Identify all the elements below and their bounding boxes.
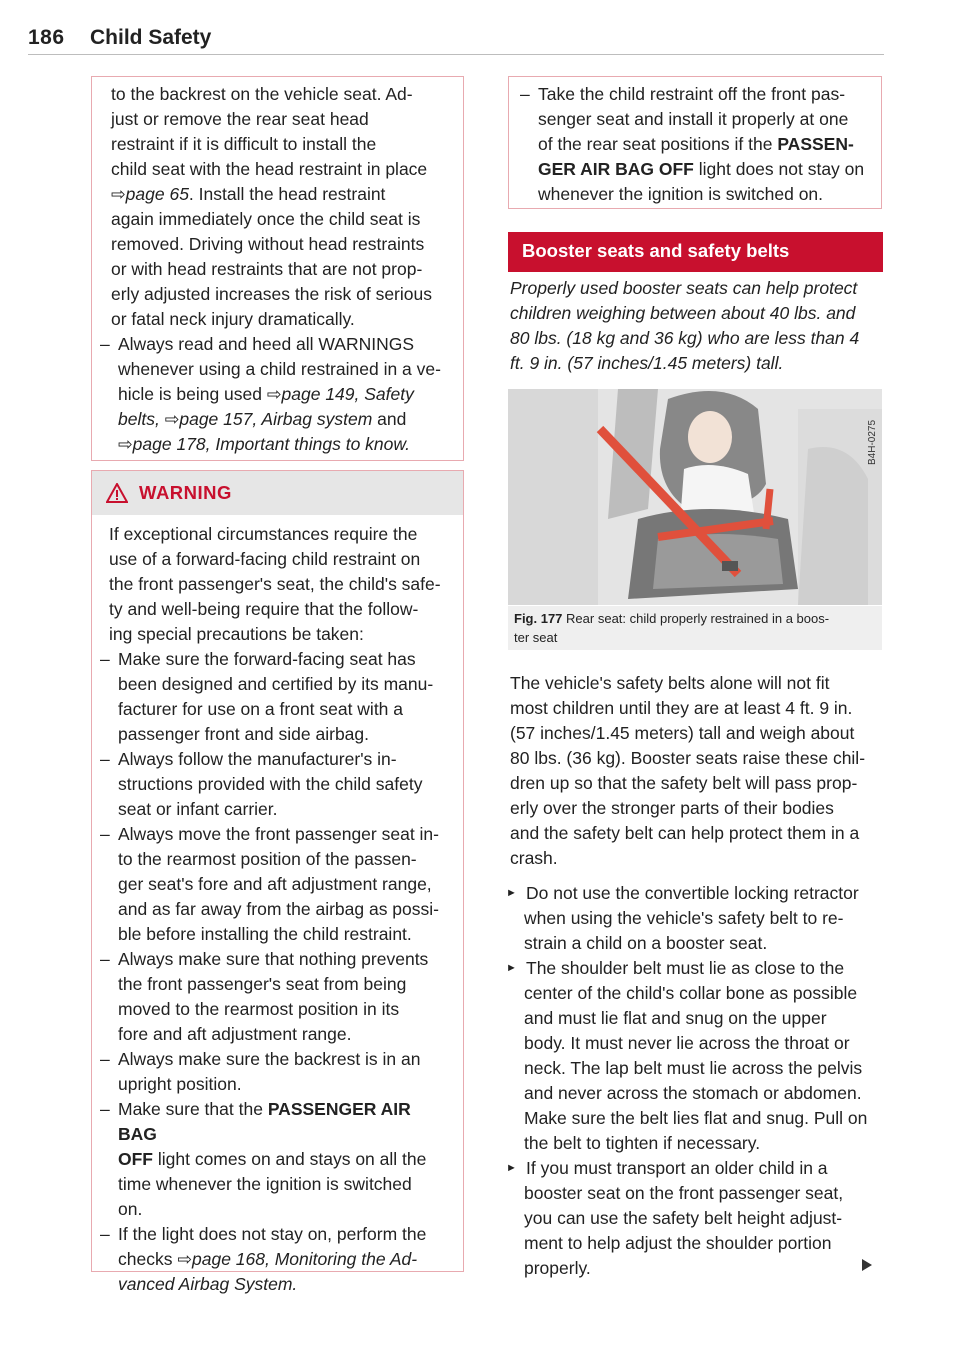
text-line: to the backrest on the vehicle seat. Ad- bbox=[111, 84, 413, 104]
text-line: Make sure the belt lies flat and snug. Pull on bbox=[524, 1108, 868, 1128]
text-line: the front passenger's seat from being bbox=[118, 974, 407, 994]
text-line: – Make sure the forward-facing seat has bbox=[92, 647, 449, 672]
warning-bullet bbox=[109, 1097, 449, 1222]
page-reference-link[interactable]: belts, ⇨page 157, Airbag system bbox=[118, 409, 373, 429]
instruction-step bbox=[500, 956, 895, 1156]
text-line: and never across the stomach or abdomen. bbox=[524, 1083, 862, 1103]
text-line: of the rear seat positions if the PASSEN- bbox=[538, 134, 854, 154]
text-line: ft. 9 in. (57 inches/1.45 meters) tall. bbox=[510, 353, 784, 373]
text-line: upright position. bbox=[118, 1074, 242, 1094]
text-line: ► The shoulder belt must lie as close to the bbox=[500, 956, 895, 981]
warning-bullet bbox=[109, 822, 449, 947]
text-line: ► If you must transport an older child in a bbox=[500, 1156, 895, 1181]
text-line: ► Do not use the convertible locking retractor bbox=[500, 881, 895, 906]
text-line: – Always make sure that nothing prevents bbox=[92, 947, 449, 972]
warning-body bbox=[92, 515, 463, 1297]
text-line: ment to help adjust the shoulder portion bbox=[524, 1233, 832, 1253]
text-line: fore and aft adjustment range. bbox=[118, 1024, 352, 1044]
text-line: ing special precautions be taken: bbox=[109, 624, 364, 644]
warning-bullet bbox=[109, 1222, 449, 1297]
text-line: Properly used booster seats can help protect bbox=[510, 278, 858, 298]
text-line: or fatal neck injury dramatically. bbox=[111, 309, 355, 329]
text-line: senger seat and install it properly at one bbox=[538, 109, 849, 129]
text-line: you can use the safety belt height adjust- bbox=[524, 1208, 843, 1228]
body-text bbox=[510, 671, 895, 871]
page-reference-link[interactable]: ⇨page 178, Important things to know. bbox=[118, 434, 410, 454]
figure-caption bbox=[508, 606, 882, 650]
text-line: on. bbox=[118, 1199, 143, 1219]
text-line: – Always make sure the backrest is in an bbox=[92, 1047, 449, 1072]
text-line: properly. bbox=[524, 1258, 591, 1278]
text-line: ble before installing the child restraint. bbox=[118, 924, 412, 944]
page-reference-link[interactable]: ⇨page 65 bbox=[111, 184, 189, 204]
text-line: again immediately once the child seat is bbox=[111, 209, 421, 229]
text-line: child seat with the head restraint in place bbox=[111, 159, 428, 179]
figure-caption-text: ter seat bbox=[514, 630, 558, 645]
text-line: neck. The lap belt must lie across the pelvis bbox=[524, 1058, 863, 1078]
text-line: strain a child on a booster seat. bbox=[524, 933, 768, 953]
warning-title: WARNING bbox=[139, 482, 232, 503]
figure-caption-text: Rear seat: child properly restrained in a boos- bbox=[566, 611, 830, 626]
text-line: whenever the ignition is switched on. bbox=[538, 184, 824, 204]
text-line: ty and well-being require that the follow- bbox=[109, 599, 419, 619]
text-line: facturer for use on a front seat with a bbox=[118, 699, 404, 719]
text-line: The vehicle's safety belts alone will not fit bbox=[510, 673, 830, 693]
text-line: – Always follow the manufacturer's in- bbox=[92, 747, 449, 772]
instruction-step bbox=[500, 881, 895, 956]
text-line: – Always read and heed all WARNINGS bbox=[92, 332, 449, 357]
instruction-step bbox=[500, 1156, 895, 1281]
text-line: and must lie flat and snug on the upper bbox=[524, 1008, 827, 1028]
text-line: to the rearmost position of the passen- bbox=[118, 849, 417, 869]
text-line: and as far away from the airbag as possi- bbox=[118, 899, 439, 919]
text-line: time whenever the ignition is switched bbox=[118, 1174, 412, 1194]
text-line: moved to the rearmost position in its bbox=[118, 999, 400, 1019]
warning-bullet bbox=[109, 1047, 449, 1097]
text-line: whenever using a child restrained in a ve- bbox=[118, 359, 441, 379]
text-line: seat or infant carrier. bbox=[118, 799, 278, 819]
page-number: 186 bbox=[28, 26, 65, 49]
figure-code: B4H-0275 bbox=[867, 419, 878, 465]
warning-bullet bbox=[109, 947, 449, 1047]
text-line: passenger front and side airbag. bbox=[118, 724, 369, 744]
warning-header bbox=[92, 471, 463, 515]
text-line: – Make sure that the PASSENGER AIR BAG bbox=[92, 1097, 449, 1147]
bullet-item bbox=[92, 332, 449, 457]
section-heading: Booster seats and safety belts bbox=[508, 232, 883, 272]
text-line: dren up so that the safety belt will pass prop- bbox=[510, 773, 858, 793]
instruction-list bbox=[500, 881, 895, 1281]
text-line: structions provided with the child safety bbox=[118, 774, 423, 794]
text-line: (57 inches/1.45 meters) tall and weigh about bbox=[510, 723, 855, 743]
text-line: 80 lbs. (18 kg and 36 kg) who are less than 4 bbox=[510, 328, 860, 348]
text-line: OFF light comes on and stays on all the bbox=[118, 1149, 427, 1169]
text-line: ger seat's fore and aft adjustment range, bbox=[118, 874, 432, 894]
page-reference-link[interactable]: ⇨page 149, Safety bbox=[266, 384, 414, 404]
page-reference-link[interactable]: ⇨page 168, Monitoring the Ad- bbox=[177, 1249, 418, 1269]
text-line: just or remove the rear seat head bbox=[111, 109, 369, 129]
text-line: erly adjusted increases the risk of serious bbox=[111, 284, 432, 304]
text-line: erly over the stronger parts of their bodies bbox=[510, 798, 834, 818]
text-line: – Always move the front passenger seat in- bbox=[92, 822, 449, 847]
text-line: crash. bbox=[510, 848, 558, 868]
booster-seat-illustration bbox=[508, 389, 882, 605]
text-line: use of a forward-facing child restraint on bbox=[109, 549, 421, 569]
text-line: restraint if it is difficult to install the bbox=[111, 134, 377, 154]
warning-box bbox=[91, 470, 464, 1294]
text-line: checks ⇨page 168, Monitoring the Ad- bbox=[118, 1249, 418, 1269]
text-line: booster seat on the front passenger seat, bbox=[524, 1183, 844, 1203]
text-line: children weighing between about 40 lbs. and bbox=[510, 303, 856, 323]
text-line: body. It must never lie across the throat or bbox=[524, 1033, 850, 1053]
text-line: and the safety belt can help protect them in a bbox=[510, 823, 860, 843]
text-line: when using the vehicle's safety belt to re- bbox=[524, 908, 844, 928]
figure-label: Fig. 177 bbox=[514, 611, 563, 626]
text-line: 80 lbs. (36 kg). Booster seats raise these chil- bbox=[510, 748, 866, 768]
text-line: hicle is being used ⇨page 149, Safety bbox=[118, 384, 414, 404]
text-line: removed. Driving without head restraints bbox=[111, 234, 425, 254]
text-line: If exceptional circumstances require the bbox=[109, 524, 418, 544]
text-line: belts, ⇨page 157, Airbag system and bbox=[118, 409, 407, 429]
figure-booster-seat bbox=[508, 389, 882, 605]
text-line: or with head restraints that are not prop- bbox=[111, 259, 423, 279]
page-header bbox=[28, 24, 884, 55]
section-intro bbox=[510, 276, 890, 376]
warning-bullet bbox=[109, 647, 449, 747]
warning-triangle-icon bbox=[106, 483, 128, 503]
text-line: – Take the child restraint off the front pas- bbox=[512, 82, 871, 107]
text-line: GER AIR BAG OFF light does not stay on bbox=[538, 159, 865, 179]
left-info-box bbox=[91, 76, 464, 461]
text-line: the belt to tighten if necessary. bbox=[524, 1133, 761, 1153]
warning-bullet bbox=[109, 747, 449, 822]
page-reference-link[interactable]: vanced Airbag System. bbox=[118, 1274, 298, 1294]
text-line: ⇨page 65. Install the head restraint bbox=[111, 184, 386, 204]
text-line: center of the child's collar bone as possible bbox=[524, 983, 858, 1003]
text-line: – If the light does not stay on, perform the bbox=[92, 1222, 449, 1247]
text-line: most children until they are at least 4 ft. 9 in. bbox=[510, 698, 853, 718]
text-line: been designed and certified by its manu- bbox=[118, 674, 434, 694]
right-info-box bbox=[508, 76, 882, 209]
continue-arrow-icon bbox=[862, 1259, 872, 1271]
chapter-title: Child Safety bbox=[90, 26, 212, 49]
text-line: the front passenger's seat, the child's safe- bbox=[109, 574, 441, 594]
